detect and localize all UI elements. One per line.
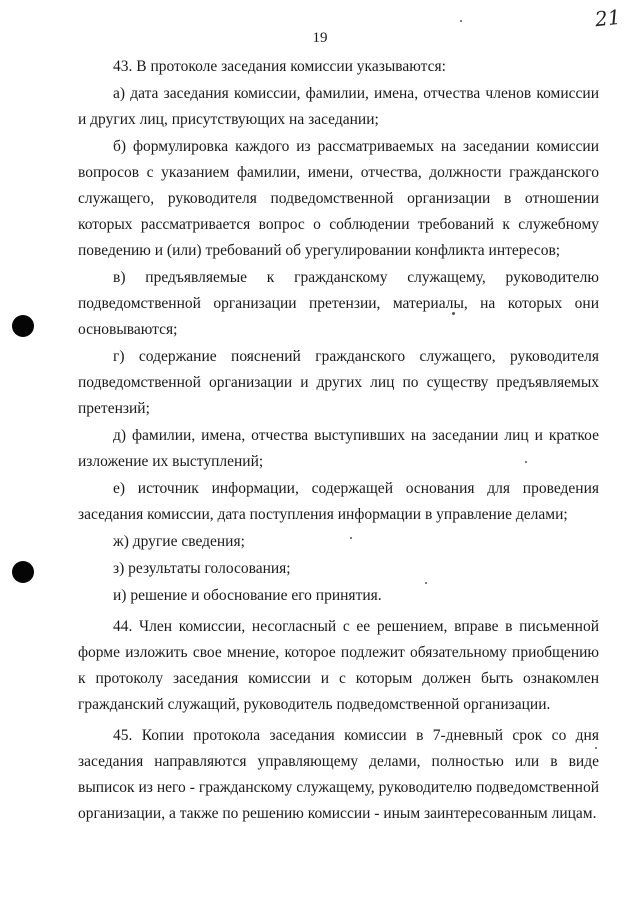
- list-item-b: б) формулировка каждого из рассматриваемых на заседании комиссии вопросов с указанием фамилии, имени, отчества, должности гражданского служащего, руководителя подведомственной организации в отношении которых рассматривается вопрос о соблюдении требований к служебному поведению и (или) требований об урегулировании конфликта интересов;: [78, 138, 599, 259]
- punch-hole-bottom: [12, 561, 34, 583]
- list-item-v: в) предъявляемые к гражданскому служащему, руководителю подведомственной организации претензии, материалы, на которых они основываются;: [78, 269, 599, 338]
- list-item-zh: ж) другие сведения;: [113, 533, 245, 550]
- list-item-z: з) результаты голосования;: [113, 560, 291, 577]
- list-item-d: д) фамилии, имена, отчества выступивших на заседании лиц и краткое изложение их выступлений;: [78, 427, 599, 470]
- list-item-g: г) содержание пояснений гражданского служащего, руководителя подведомственной организации и других лиц по существу предъявляемых претензий;: [78, 348, 599, 417]
- list-item-e: е) источник информации, содержащей основания для проведения заседания комиссии, дата поступления информации в управление делами;: [78, 480, 599, 523]
- paragraph-44: 44. Член комиссии, несогласный с ее решением, вправе в письменной форме изложить свое мнение, которое подлежит обязательному приобщению к протоколу заседания комиссии и с которым должен быть ознакомлен гражданский служащий, руководитель подведомственной организации.: [78, 618, 599, 713]
- document-body: [78, 54, 599, 827]
- punch-hole-top: [12, 315, 34, 337]
- paragraph-45: 45. Копии протокола заседания комиссии в 7-дневный срок со дня заседания направляются управляющему делами, полностью или в виде выписок из него - гражданскому служащему, руководителю подведомственной организации, а также по решению комиссии - иным заинтересованным лицам.: [78, 727, 599, 822]
- handwritten-page-number: 21: [593, 4, 622, 32]
- list-item-i: и) решение и обоснование его принятия.: [113, 587, 382, 604]
- paragraph-43-heading: 43. В протоколе заседания комиссии указываются:: [113, 58, 446, 75]
- page-number: 19: [312, 30, 328, 46]
- list-item-a: а) дата заседания комиссии, фамилии, имена, отчества членов комиссии и других лиц, присутствующих на заседании;: [78, 85, 599, 128]
